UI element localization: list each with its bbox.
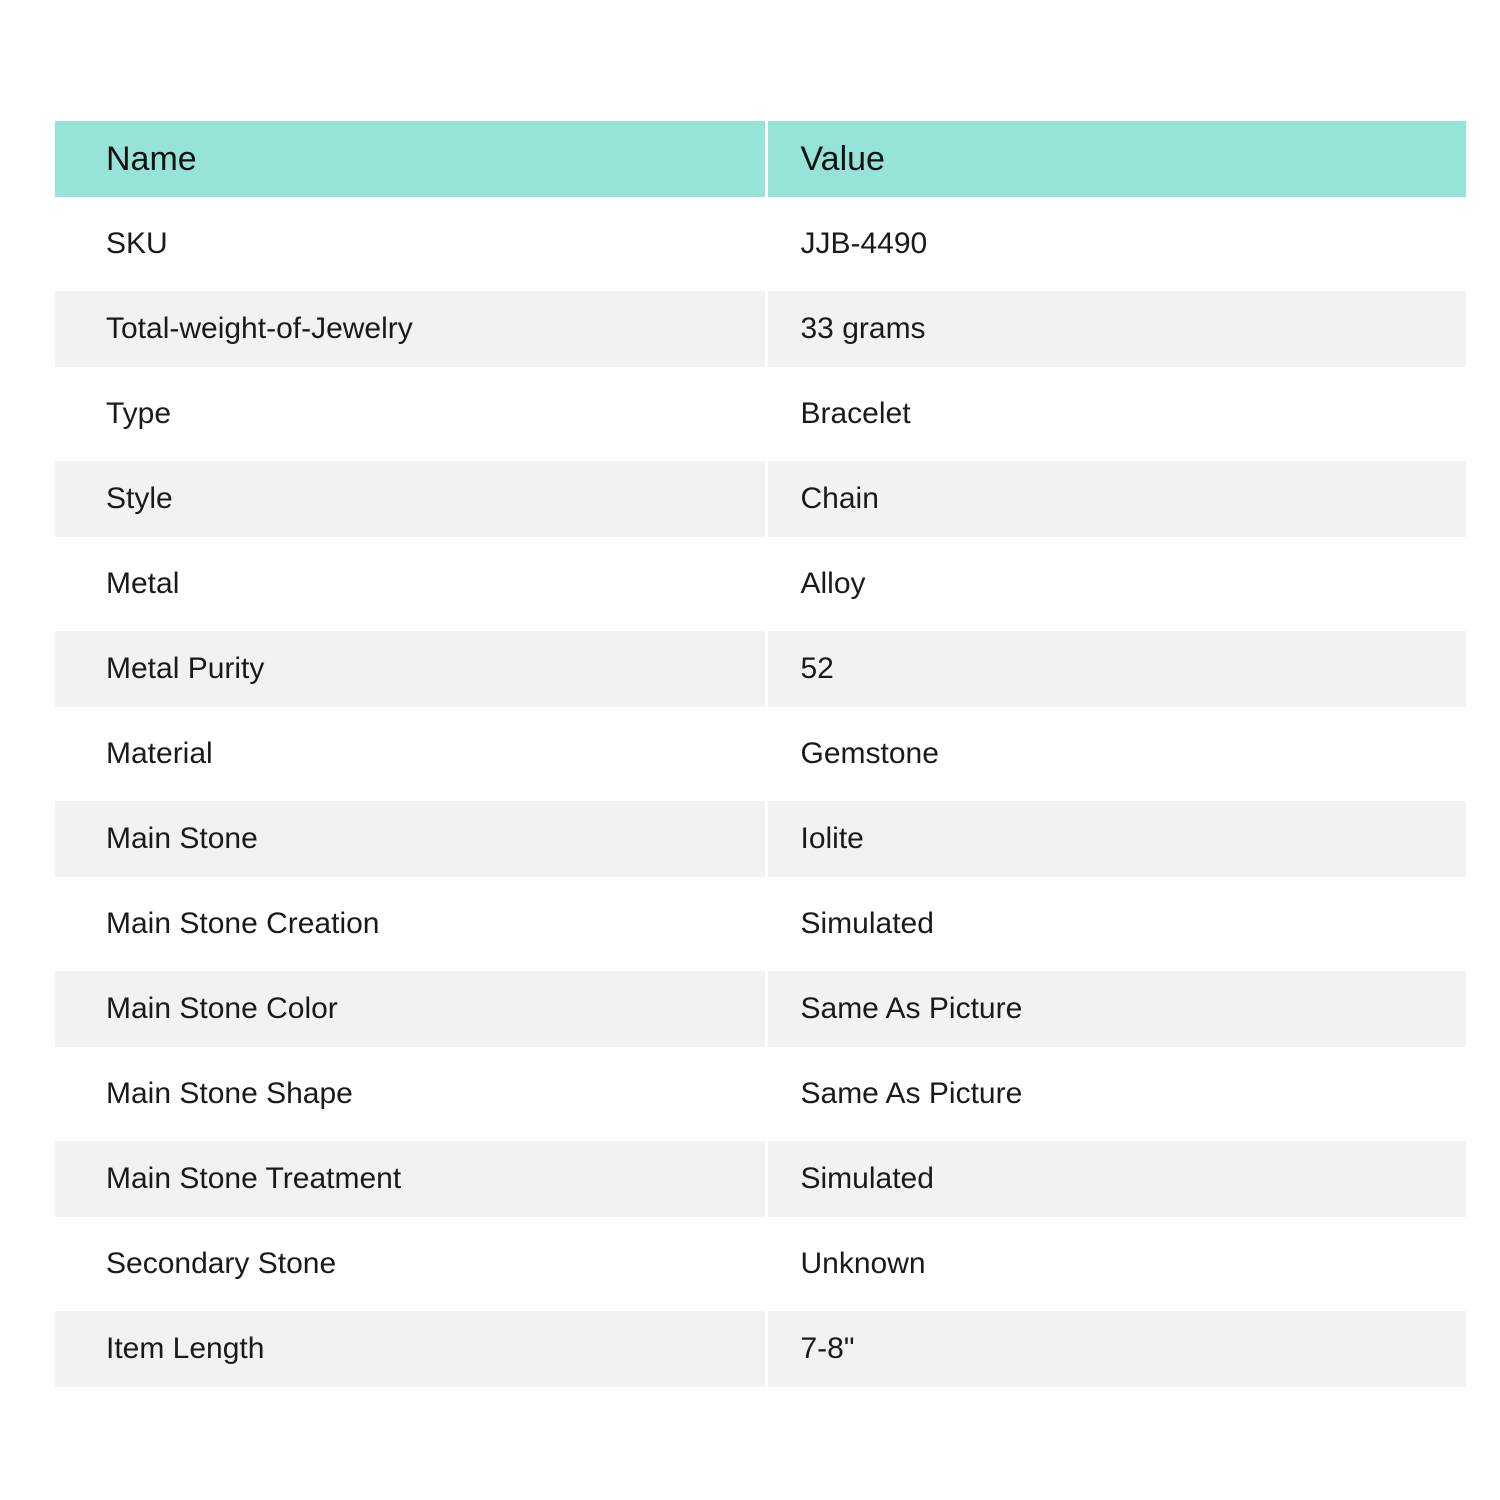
row-name-cell: Total-weight-of-Jewelry (55, 287, 766, 372)
table-row (55, 202, 1466, 287)
row-value-cell: Alloy (766, 542, 1466, 627)
row-name-cell: Main Stone Color (55, 967, 766, 1052)
row-name-cell: Style (55, 457, 766, 542)
column-header-value: Value (766, 121, 1466, 202)
table-row (55, 457, 1466, 542)
table-row (55, 627, 1466, 712)
row-name-cell: Metal (55, 542, 766, 627)
row-name-cell: Main Stone (55, 797, 766, 882)
row-name-cell: Main Stone Treatment (55, 1137, 766, 1222)
table-row (55, 542, 1466, 627)
row-value-cell: 33 grams (766, 287, 1466, 372)
table-row (55, 882, 1466, 967)
row-value-cell: Same As Picture (766, 1052, 1466, 1137)
row-value-cell: Simulated (766, 1137, 1466, 1222)
table-row (55, 797, 1466, 882)
row-value-cell: Simulated (766, 882, 1466, 967)
row-value-cell: Same As Picture (766, 967, 1466, 1052)
table-row (55, 372, 1466, 457)
row-name-cell: Type (55, 372, 766, 457)
table-row (55, 1137, 1466, 1222)
table-row (55, 1052, 1466, 1137)
row-name-cell: SKU (55, 202, 766, 287)
row-name-cell: Main Stone Shape (55, 1052, 766, 1137)
row-value-cell: Bracelet (766, 372, 1466, 457)
table-row (55, 1222, 1466, 1307)
row-value-cell: JJB-4490 (766, 202, 1466, 287)
row-name-cell: Secondary Stone (55, 1222, 766, 1307)
row-name-cell: Main Stone Creation (55, 882, 766, 967)
row-value-cell: Gemstone (766, 712, 1466, 797)
table-row (55, 967, 1466, 1052)
table-row (55, 287, 1466, 372)
row-value-cell: Iolite (766, 797, 1466, 882)
row-name-cell: Material (55, 712, 766, 797)
table-row (55, 1307, 1466, 1388)
table-row (55, 712, 1466, 797)
table-header-row (55, 121, 1466, 202)
row-name-cell: Item Length (55, 1307, 766, 1388)
row-value-cell: Unknown (766, 1222, 1466, 1307)
row-value-cell: Chain (766, 457, 1466, 542)
row-name-cell: Metal Purity (55, 627, 766, 712)
column-header-name: Name (55, 121, 766, 202)
row-value-cell: 7-8" (766, 1307, 1466, 1388)
row-value-cell: 52 (766, 627, 1466, 712)
product-spec-table (55, 121, 1466, 1387)
